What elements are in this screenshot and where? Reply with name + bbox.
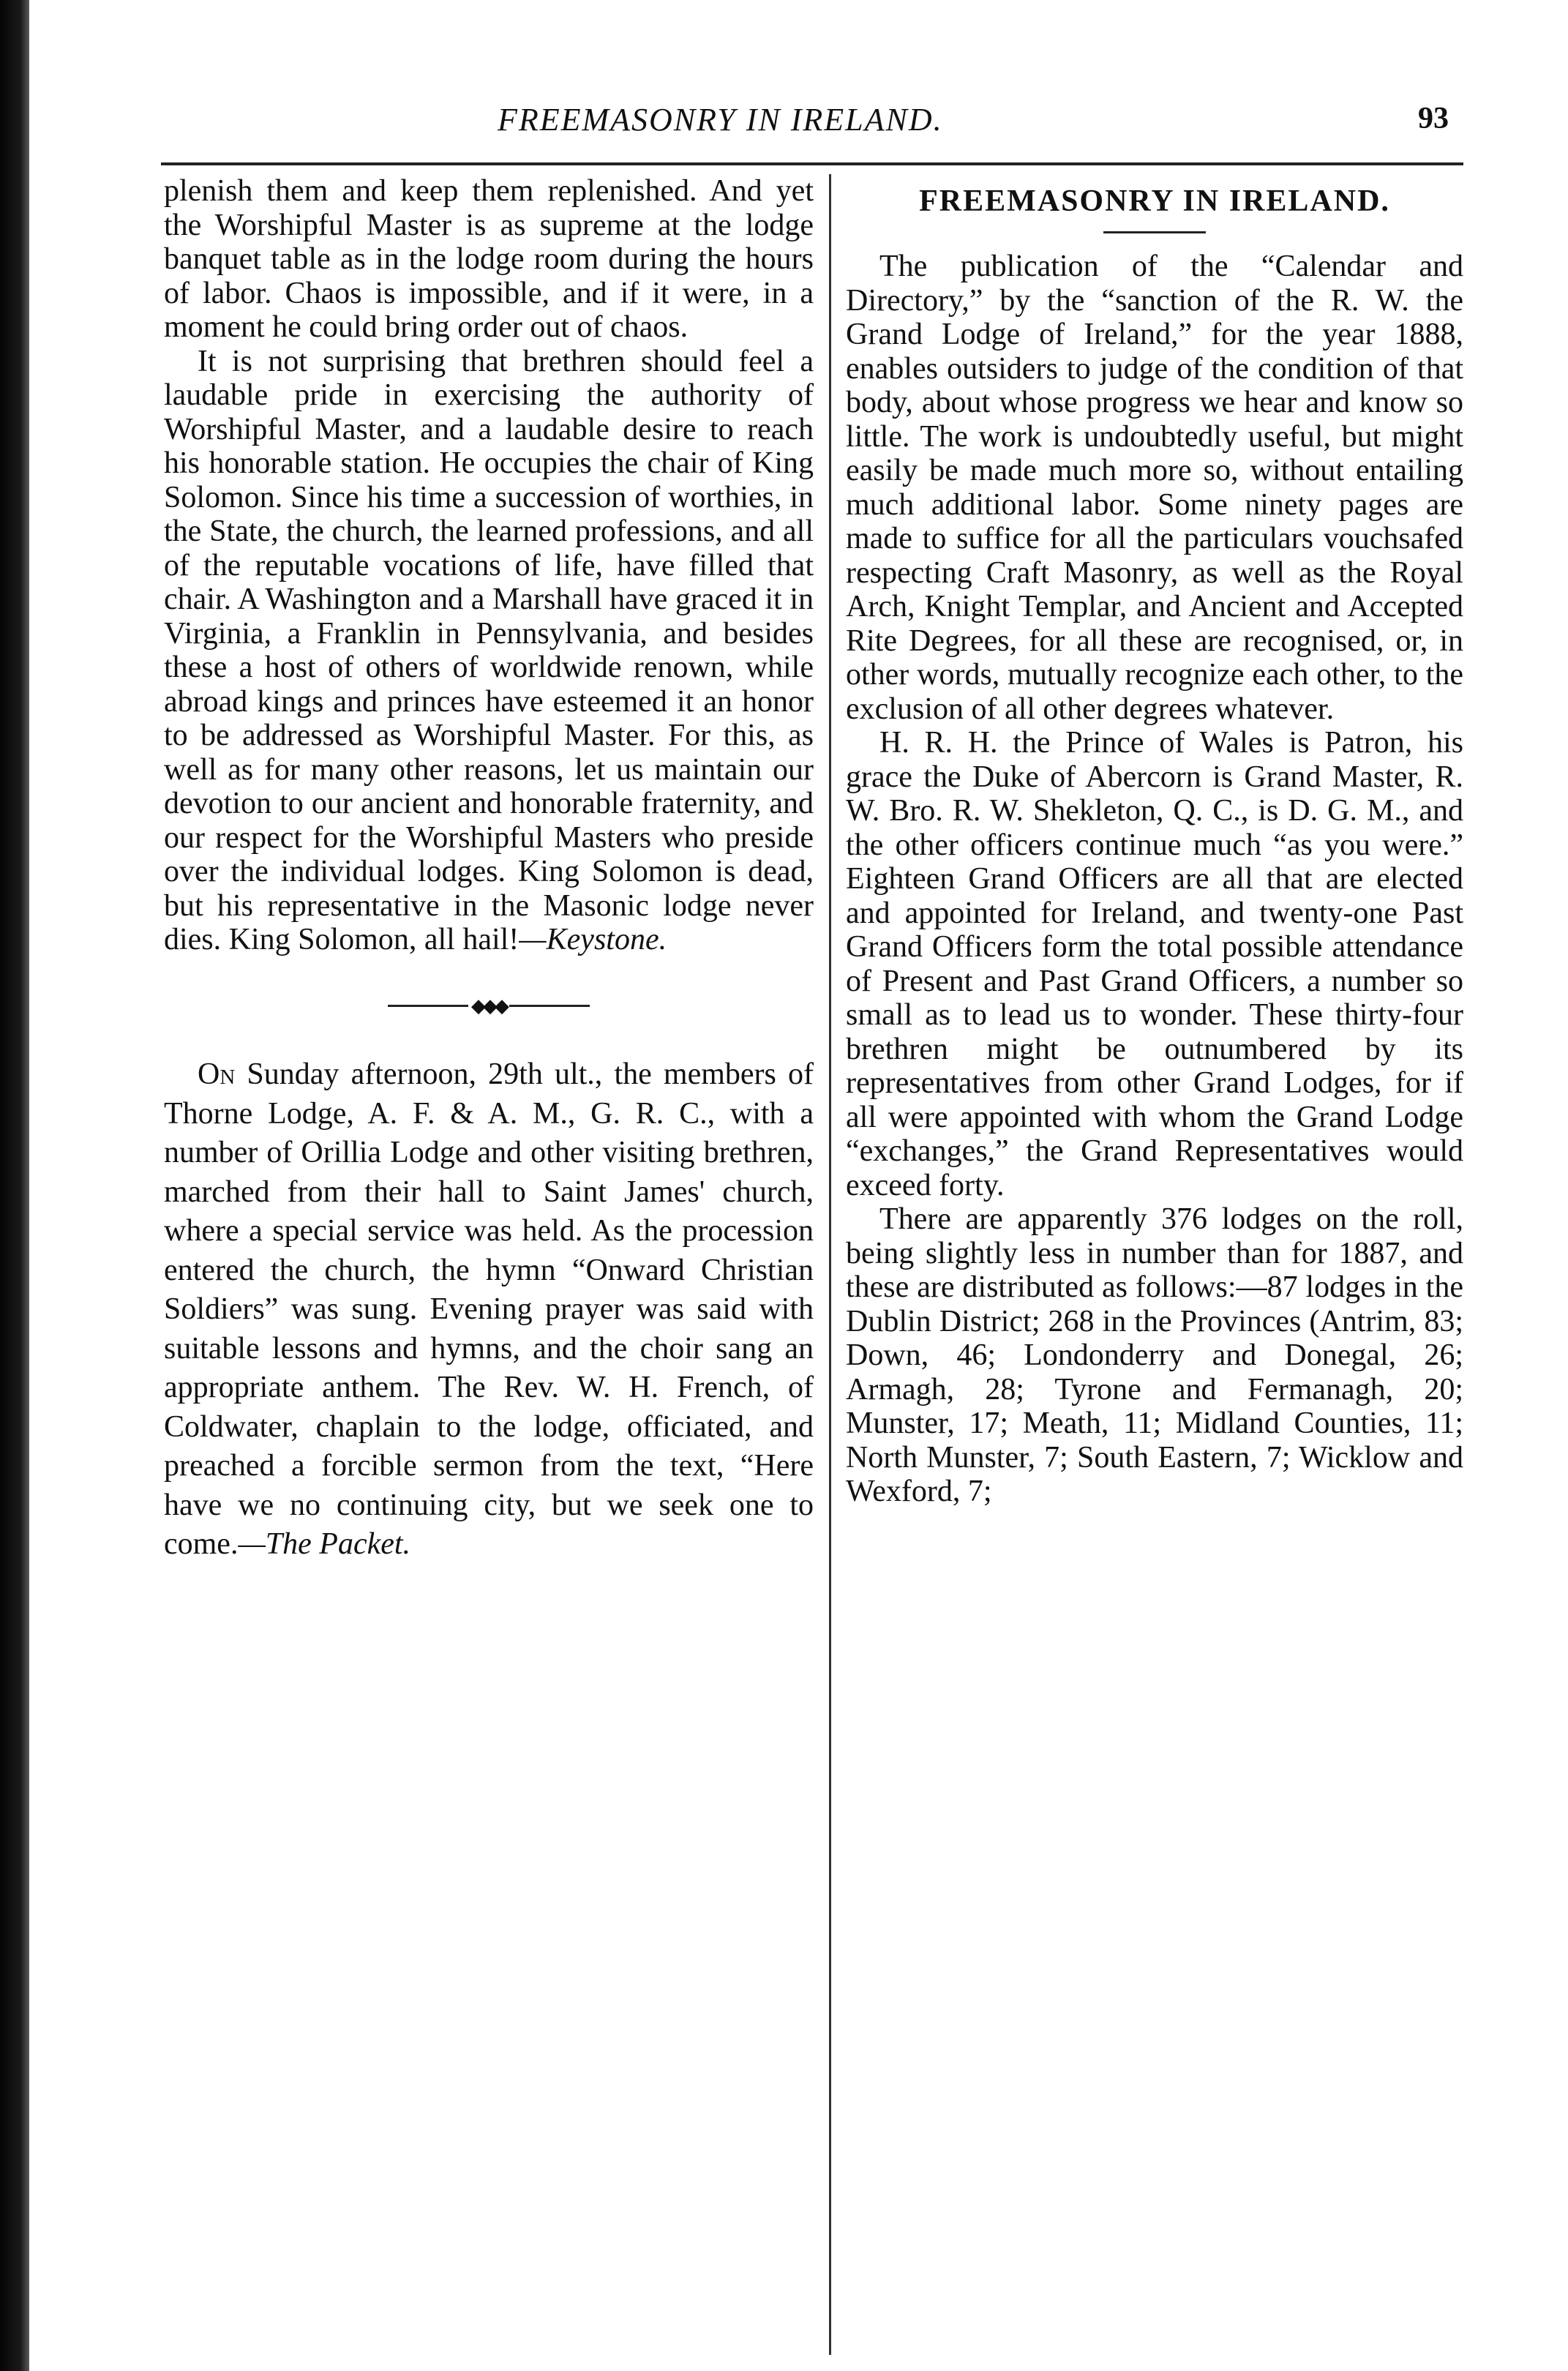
paragraph-worshipful-master <box>164 345 814 957</box>
paragraph-text: H. R. H. the Prince of Wales is Patron, his grace the Duke of Abercorn is Grand Master, R. W. Bro. R. W. Shekleton, Q. C., is D. G. M., and the other officers continue much “as you were.” Eighteen Grand Officers are all that are elected and appointed for Ireland, and twenty-one Past Grand Officers form the total possible attendance of Present and Past Grand Officers, a number so small as to lead us to wonder. These thirty-four brethren might be outnumbered by its representatives from other Grand Lodges, for if all were appointed with whom the Grand Lodge “exchanges,” the Grand Representatives would exceed forty. <box>846 726 1463 1202</box>
title-rule <box>1103 231 1206 233</box>
lead-word: On <box>198 1057 236 1091</box>
section-ornament <box>164 989 814 1024</box>
paragraph-text: It is not surprising that brethren should feel a laudable pride in exercising the authority of Worshipful Master, and a laudable desire to reach his honorable station. He occupies the chair of King Solomon. Since his time a succession of worthies, in the State, the church, the learned professions, and all of the reputable vocations of life, have filled that chair. A Washington and a Marshall have graced it in Virginia, a Franklin in Pennsylvania, and besides these a host of others of worldwide renown, while abroad kings and princes have esteemed it an honor to be addressed as Worshipful Master. For this, as well as for many other reasons, let us maintain our devotion to our ancient and honorable fraternity, and our respect for the Worshipful Masters who preside over the individual lodges. King Solomon is dead, but his representative in the Masonic lodge never dies. King Solomon, all hail! <box>164 344 814 956</box>
right-column <box>846 174 1463 1509</box>
ornament-dots: ◆◆◆ <box>471 995 506 1016</box>
paragraph-lodges <box>846 1202 1463 1509</box>
paragraph-text: plenish them and keep them replenished. And yet the Worshipful Master is as supreme at the lodge banquet table as in the lodge room during the hours of labor. Chaos is impossible, and if it were, in a moment he could bring order out of chaos. <box>164 174 814 344</box>
source-credit: —The Packet. <box>238 1527 411 1561</box>
column-divider <box>829 174 831 2355</box>
page-number: 93 <box>1418 102 1449 135</box>
paragraph-officers <box>846 726 1463 1202</box>
ornament-rule <box>509 1005 590 1007</box>
ornament-rule <box>388 1005 468 1007</box>
paragraph-text: There are apparently 376 lodges on the roll, being slightly less in number than for 1887, and these are distributed as follows:—87 lodges in the Dublin District; 268 in the Provinces (Antrim, 83; Down, 46; Londonderry and Donegal, 26; Armagh, 28; Tyrone and Fermanagh, 20; Munster, 17; Meath, 11; Midland Counties, 11; North Munster, 7; South Eastern, 7; Wicklow and Wexford, 7; <box>846 1202 1463 1508</box>
running-title: FREEMASONRY IN IRELAND. <box>498 102 943 138</box>
paragraph-text: The publication of the “Calendar and Directory,” by the “sanction of the R. W. the Grand Lodge of Ireland,” for the year 1888, enables outsiders to judge of the condition of that body, about whose progress we hear and know so little. The work is undoubtedly useful, but might easily be made much more so, without entailing much additional labor. Some ninety pages are made to suffice for all the particulars vouchsafed respecting Craft Masonry, as well as the Royal Arch, Knight Templar, and Ancient and Accepted Rite Degrees, for all these are recognised, or, in other words, mutually recognize each other, to the exclusion of all other degrees whatever. <box>846 250 1463 726</box>
source-credit: —Keystone. <box>519 923 667 956</box>
paragraph-continuation <box>164 174 814 345</box>
paragraph-calendar <box>846 250 1463 726</box>
article-title: FREEMASONRY IN IRELAND. <box>919 184 1390 218</box>
left-column <box>164 174 814 1565</box>
paragraph-text: Sunday afternoon, 29th ult., the members of Thorne Lodge, A. F. & A. M., G. R. C., with a number of Orillia Lodge and other visiting brethren, marched from their hall to Saint James' church, where a special service was held. As the procession entered the church, the hymn “Onward Christian Soldiers” was sung. Evening prayer was said with suitable lessons and hymns, and the choir sang an appropriate anthem. The Rev. W. H. French, of Coldwater, chaplain to the lodge, officiated, and preached a forcible sermon from the text, “Here have we no continuing city, but we seek one to come. <box>164 1057 814 1561</box>
header-rule <box>161 162 1463 165</box>
paragraph-thorne-lodge <box>164 1055 814 1565</box>
book-binding-edge <box>0 0 29 2371</box>
